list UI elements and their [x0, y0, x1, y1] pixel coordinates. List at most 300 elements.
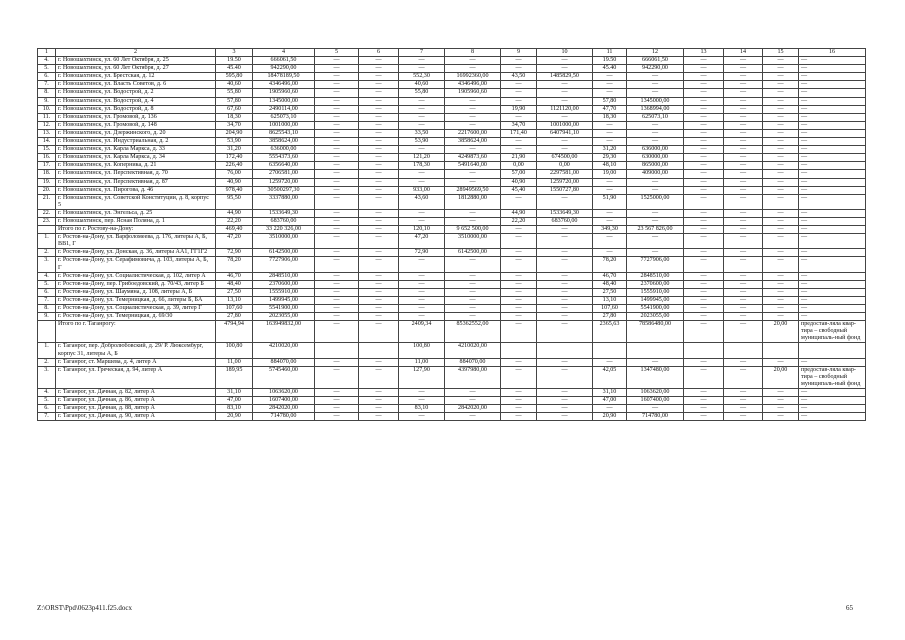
table-cell: — [359, 280, 399, 288]
table-cell: — [315, 217, 359, 225]
column-number: 9 [501, 49, 537, 57]
table-cell: — [315, 249, 359, 257]
table-cell: 1001000,00 [253, 121, 315, 129]
table-cell: 171,40 [501, 129, 537, 137]
table-cell: 44,90 [216, 209, 253, 217]
table-cell: — [537, 389, 593, 397]
table-cell: — [684, 288, 724, 296]
table-row [38, 73, 866, 81]
table-cell: 47,70 [593, 105, 627, 113]
table-cell: — [359, 226, 399, 234]
table-cell: — [799, 296, 866, 304]
table-cell: 9 652 500,00 [445, 226, 501, 234]
table-cell: — [627, 217, 684, 225]
table-cell: — [724, 194, 763, 209]
table-cell: 2217600,00 [445, 129, 501, 137]
table-cell: — [763, 162, 799, 170]
table-cell: 1607400,00 [253, 397, 315, 405]
table-row [38, 389, 866, 397]
table-cell: 121,20 [399, 154, 445, 162]
table-cell: — [399, 209, 445, 217]
table-row [38, 113, 866, 121]
table-cell: — [359, 194, 399, 209]
table-cell: 6356640,00 [253, 162, 315, 170]
table-cell: — [359, 105, 399, 113]
table-cell: — [359, 162, 399, 170]
table-cell: 666061,50 [627, 57, 684, 65]
table-cell: — [724, 321, 763, 343]
table-cell: — [359, 89, 399, 97]
table-cell: — [724, 73, 763, 81]
table-cell: — [315, 121, 359, 129]
table-cell: 22,20 [216, 217, 253, 225]
table-cell: 2848510,00 [253, 272, 315, 280]
table-cell: — [537, 397, 593, 405]
table-cell: — [445, 305, 501, 313]
row-number: 7. [38, 296, 56, 304]
table-cell: — [684, 81, 724, 89]
table-cell: 27,80 [593, 313, 627, 321]
table-cell: 100,80 [399, 343, 445, 358]
table-cell: — [315, 178, 359, 186]
table-cell: — [359, 305, 399, 313]
table-cell: — [315, 405, 359, 413]
row-number: 5. [38, 397, 56, 405]
table-cell: — [763, 358, 799, 366]
table-row [38, 280, 866, 288]
table-cell: 884070,00 [253, 358, 315, 366]
table-cell: 45.40 [593, 65, 627, 73]
address-cell: г. Новошахтинск, ул. Пирогова, д. 46 [56, 186, 216, 194]
address-cell: г. Таганрог, ул. Дачная, д. 86, литер А [56, 397, 216, 405]
table-cell: — [501, 321, 537, 343]
table-cell: — [799, 105, 866, 113]
table-cell: 3858624,00 [445, 138, 501, 146]
table-cell: — [763, 389, 799, 397]
column-number: 14 [724, 49, 763, 57]
table-cell: — [501, 397, 537, 405]
table-cell: — [359, 296, 399, 304]
address-cell: г. Новошахтинск, ул. Карла Маркса, д. 33 [56, 146, 216, 154]
table-row [38, 272, 866, 280]
table-cell: 1368994,00 [627, 105, 684, 113]
table-cell: — [315, 226, 359, 234]
table-cell: — [724, 178, 763, 186]
table-cell: 2370600,00 [253, 280, 315, 288]
table-cell: — [445, 313, 501, 321]
table-cell: — [315, 366, 359, 388]
table-cell: 85362552,00 [445, 321, 501, 343]
table-cell: — [627, 209, 684, 217]
table-cell: 46,70 [593, 272, 627, 280]
table-cell: — [724, 57, 763, 65]
table-cell: 33,50 [399, 129, 445, 137]
table-cell: — [399, 288, 445, 296]
table-cell: — [359, 73, 399, 81]
table-cell: — [315, 186, 359, 194]
row-number: 18. [38, 170, 56, 178]
table-cell: — [359, 321, 399, 343]
table-cell: 6142500,00 [253, 249, 315, 257]
table-cell: — [684, 146, 724, 154]
table-cell: 1533649,30 [537, 209, 593, 217]
table-cell: — [684, 321, 724, 343]
table-cell: — [763, 217, 799, 225]
table-cell: — [315, 105, 359, 113]
table-row [38, 413, 866, 421]
table-cell: 4397980,00 [445, 366, 501, 388]
table-row [38, 296, 866, 304]
table-cell: 55,80 [216, 89, 253, 97]
table-cell: 1347480,00 [627, 366, 684, 388]
table-cell: — [445, 57, 501, 65]
table-cell: — [627, 186, 684, 194]
table-cell: — [724, 186, 763, 194]
table-cell: — [724, 121, 763, 129]
table-cell: — [724, 97, 763, 105]
table-cell: — [763, 296, 799, 304]
table-cell: — [799, 226, 866, 234]
table-cell: 3510000,00 [253, 234, 315, 249]
table-cell: — [684, 186, 724, 194]
table-cell: — [724, 280, 763, 288]
table-cell: предостав-ляла квар-тира – свободный муниципаль-ный фонд [799, 366, 866, 388]
table-cell: — [501, 57, 537, 65]
table-cell: — [724, 234, 763, 249]
table-cell: — [799, 89, 866, 97]
table-cell: — [537, 405, 593, 413]
table-cell: 95,50 [216, 194, 253, 209]
table-cell: — [763, 154, 799, 162]
row-number: 15. [38, 146, 56, 154]
table-cell: — [799, 257, 866, 272]
table-row [38, 366, 866, 388]
table-cell: — [501, 280, 537, 288]
table-cell: 6142500,00 [445, 249, 501, 257]
row-number: 2. [38, 249, 56, 257]
table-cell: 636000,00 [253, 146, 315, 154]
table-cell: — [501, 257, 537, 272]
table-cell: 47,20 [216, 234, 253, 249]
table-cell: 83,10 [216, 405, 253, 413]
table-cell: — [537, 413, 593, 421]
row-number: 1. [38, 234, 56, 249]
table-cell: — [399, 305, 445, 313]
column-number: 16 [799, 49, 866, 57]
table-cell: 1485829,50 [537, 73, 593, 81]
table-cell: — [724, 249, 763, 257]
subtotal-label: Итого по г. Таганрогу: [56, 321, 216, 343]
table-cell: 4210020,00 [445, 343, 501, 358]
table-cell: — [501, 413, 537, 421]
table-row [38, 217, 866, 225]
column-number: 7 [399, 49, 445, 57]
table-cell: — [724, 113, 763, 121]
table-cell: 1001000,00 [537, 121, 593, 129]
table-cell: — [763, 57, 799, 65]
table-cell: — [724, 89, 763, 97]
table-row [38, 209, 866, 217]
row-number: 16. [38, 154, 56, 162]
table-cell: 19.50 [216, 57, 253, 65]
table-cell: — [799, 389, 866, 397]
row-number: 3. [38, 366, 56, 388]
table-cell: — [724, 81, 763, 89]
table-row [38, 178, 866, 186]
table-cell: — [724, 397, 763, 405]
table-cell: — [359, 288, 399, 296]
table-cell: — [724, 296, 763, 304]
table-cell: — [684, 358, 724, 366]
table-cell: — [593, 138, 627, 146]
table-cell: — [501, 81, 537, 89]
table-cell: — [399, 296, 445, 304]
table-cell: — [799, 313, 866, 321]
table-cell: — [445, 296, 501, 304]
table-cell: — [627, 129, 684, 137]
table-cell: — [359, 178, 399, 186]
table-cell: — [359, 272, 399, 280]
table-cell: 469,40 [216, 226, 253, 234]
table-cell: — [799, 65, 866, 73]
table-cell: — [501, 272, 537, 280]
table-cell: — [537, 366, 593, 388]
table-cell: — [763, 405, 799, 413]
row-number: 8. [38, 89, 56, 97]
table-cell: — [359, 170, 399, 178]
table-cell: — [627, 73, 684, 81]
table-cell: — [399, 178, 445, 186]
table-cell: 45,40 [501, 186, 537, 194]
table-cell: 1555910,00 [253, 288, 315, 296]
table-cell: — [799, 272, 866, 280]
table-cell: — [684, 97, 724, 105]
table-cell: 57,00 [501, 170, 537, 178]
table-cell: 189,95 [216, 366, 253, 388]
table-row [38, 129, 866, 137]
table-cell: — [799, 154, 866, 162]
table-cell: — [359, 358, 399, 366]
table-cell: — [627, 234, 684, 249]
table-cell: 636000,00 [627, 146, 684, 154]
table-cell: — [799, 121, 866, 129]
table-cell: — [593, 129, 627, 137]
table-row [38, 305, 866, 313]
table-cell: 4346496,00 [253, 81, 315, 89]
table-cell: — [799, 234, 866, 249]
table-cell: 43,60 [399, 194, 445, 209]
table-cell: — [593, 405, 627, 413]
table-cell: 67,60 [216, 105, 253, 113]
table-cell: — [724, 154, 763, 162]
table-cell: — [763, 178, 799, 186]
table-cell: — [763, 413, 799, 421]
table-row [38, 154, 866, 162]
table-row [38, 65, 866, 73]
table-cell: — [724, 129, 763, 137]
table-cell: — [799, 97, 866, 105]
table-cell: — [445, 178, 501, 186]
table-cell: — [399, 146, 445, 154]
table-cell: — [315, 313, 359, 321]
table-cell: 44,90 [501, 209, 537, 217]
row-number: 23. [38, 217, 56, 225]
table-cell: 7727906,00 [627, 257, 684, 272]
table-row [38, 162, 866, 170]
table-cell: — [359, 146, 399, 154]
table-cell: 22,20 [501, 217, 537, 225]
table-cell: 31,20 [593, 146, 627, 154]
table-cell: — [537, 280, 593, 288]
table-cell: — [501, 366, 537, 388]
table-cell: 7727906,00 [253, 257, 315, 272]
table-cell: — [501, 138, 537, 146]
table-cell: — [799, 288, 866, 296]
table-cell: 1499945,00 [627, 296, 684, 304]
column-number: 11 [593, 49, 627, 57]
table-cell: 2409,34 [399, 321, 445, 343]
table-cell: 29,30 [593, 154, 627, 162]
address-cell: г. Ростов-на-Дону, ул. Шаумяна, д. 108, литеры А, Б [56, 288, 216, 296]
table-cell: — [593, 234, 627, 249]
table-cell: — [684, 366, 724, 388]
table-cell: — [724, 162, 763, 170]
table-cell [799, 343, 866, 358]
table-row [38, 57, 866, 65]
table-cell: — [501, 113, 537, 121]
table-cell: — [763, 234, 799, 249]
table-cell: — [799, 81, 866, 89]
table-cell: — [445, 217, 501, 225]
table-cell: — [537, 65, 593, 73]
address-cell: г. Новошахтинск, ул. Энгельса, д. 25 [56, 209, 216, 217]
table-cell: — [763, 170, 799, 178]
table-cell: — [763, 305, 799, 313]
table-cell: — [359, 121, 399, 129]
table-cell: 2297581,00 [537, 170, 593, 178]
table-cell: 4794,94 [216, 321, 253, 343]
table-cell: — [315, 97, 359, 105]
table-cell: — [399, 313, 445, 321]
table-cell: — [537, 257, 593, 272]
table-cell: — [724, 226, 763, 234]
table-cell [359, 343, 399, 358]
table-cell: 630000,00 [627, 154, 684, 162]
table-cell: 942290,00 [627, 65, 684, 73]
table-cell: — [501, 194, 537, 209]
row-number: 6. [38, 73, 56, 81]
address-cell: г. Новошахтинск, ул. Советской Конституции, д. 8, корпус 5 [56, 194, 216, 209]
table-cell: 45.40 [216, 65, 253, 73]
address-cell: г. Новошахтинск, ул. Коперника, д. 21 [56, 162, 216, 170]
table-cell: — [399, 280, 445, 288]
table-cell: 884070,00 [445, 358, 501, 366]
table-cell: 1550727,80 [537, 186, 593, 194]
table-cell: — [537, 321, 593, 343]
table-row [38, 81, 866, 89]
table-cell: — [684, 272, 724, 280]
table-cell: 31,10 [216, 389, 253, 397]
table-cell: — [359, 389, 399, 397]
table-cell: — [315, 296, 359, 304]
table-cell: 1905960,60 [253, 89, 315, 97]
address-cell: г. Новошахтинск, ул. 60 Лет Октября, д. 27 [56, 65, 216, 73]
table-cell: — [359, 129, 399, 137]
table-cell: — [763, 397, 799, 405]
table-row [38, 234, 866, 249]
table-cell: 78,20 [216, 257, 253, 272]
table-cell: — [537, 146, 593, 154]
table-cell: — [684, 194, 724, 209]
column-number: 10 [537, 49, 593, 57]
table-cell: — [593, 358, 627, 366]
table-cell: 76,00 [216, 170, 253, 178]
table-cell: 72,90 [216, 249, 253, 257]
table-cell: — [501, 313, 537, 321]
address-cell: г. Новошахтинск, ул. Перспективная, д. 70 [56, 170, 216, 178]
table-cell: 47,20 [399, 234, 445, 249]
table-cell: 942290,00 [253, 65, 315, 73]
table-cell: 714780,00 [253, 413, 315, 421]
table-cell: 595,80 [216, 73, 253, 81]
table-cell: 2370600,00 [627, 280, 684, 288]
table-cell: — [724, 138, 763, 146]
column-number: 6 [359, 49, 399, 57]
column-number: 13 [684, 49, 724, 57]
table-cell: — [799, 194, 866, 209]
table-cell: — [537, 296, 593, 304]
table-cell: — [799, 113, 866, 121]
table-cell: — [315, 154, 359, 162]
table-cell: 19,00 [593, 170, 627, 178]
table-cell: 31,10 [593, 389, 627, 397]
column-number: 8 [445, 49, 501, 57]
table-cell: 1607400,00 [627, 397, 684, 405]
table-cell: 0,00 [501, 162, 537, 170]
table-cell: — [684, 154, 724, 162]
table-cell: — [399, 257, 445, 272]
table-cell: — [315, 113, 359, 121]
table-cell: — [315, 234, 359, 249]
table-cell: — [315, 170, 359, 178]
table-row [38, 343, 866, 358]
table-cell: — [445, 97, 501, 105]
table-cell: — [445, 272, 501, 280]
table-cell: — [399, 97, 445, 105]
row-number: 17. [38, 162, 56, 170]
subtotal-row [38, 321, 866, 343]
address-cell: г. Новошахтинск, ул. Власть Советов, д. 6 [56, 81, 216, 89]
table-cell: — [763, 209, 799, 217]
table-cell: 1533649,30 [253, 209, 315, 217]
table-cell: — [763, 226, 799, 234]
table-cell: — [315, 280, 359, 288]
table-cell: 8625543,10 [253, 129, 315, 137]
table-cell: 2842020,00 [445, 405, 501, 413]
table-cell: — [799, 249, 866, 257]
table-cell: — [359, 249, 399, 257]
table-cell: — [501, 405, 537, 413]
table-cell: — [763, 73, 799, 81]
table-cell: — [593, 73, 627, 81]
table-cell: — [315, 129, 359, 137]
table-cell: — [445, 65, 501, 73]
table-cell: 40,90 [501, 178, 537, 186]
row-number: 2. [38, 358, 56, 366]
address-cell: г. Новошахтинск, ул. Дзержинского, д. 20 [56, 129, 216, 137]
row-number: 11. [38, 113, 56, 121]
address-cell: г. Таганрог, ул. Дачная, д. 90, литер А [56, 413, 216, 421]
